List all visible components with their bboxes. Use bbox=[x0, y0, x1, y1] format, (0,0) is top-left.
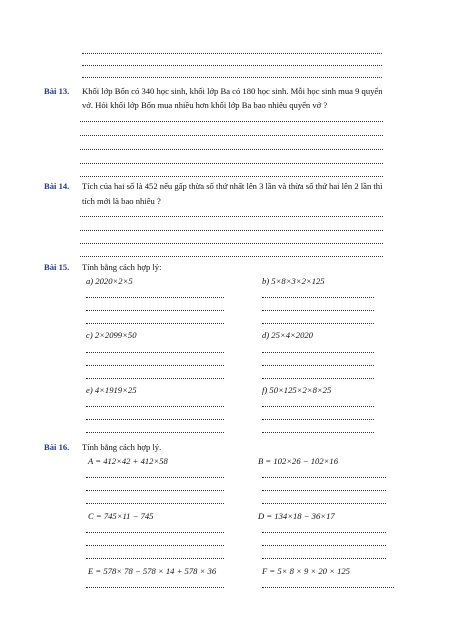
problem-15b: b) 5×8×3×2×125 bbox=[262, 276, 325, 286]
problem-13-text-line1: Khối lớp Bốn có 340 học sinh, khối lớp Ba có 180 học sinh. Mỗi học sinh mua 9 quyển bbox=[82, 86, 383, 96]
answer-line bbox=[262, 406, 374, 407]
answer-line bbox=[262, 587, 394, 588]
answer-line bbox=[86, 477, 224, 478]
answer-line bbox=[86, 545, 224, 546]
answer-line bbox=[86, 323, 224, 324]
problem-16D: D = 134×18 − 36×17 bbox=[258, 511, 335, 521]
answer-line bbox=[80, 256, 383, 257]
answer-line bbox=[86, 310, 224, 311]
answer-line bbox=[86, 558, 224, 559]
answer-line bbox=[80, 163, 383, 164]
problem-13-text-line2: vở. Hỏi khối lớp Bốn mua nhiều hơn khối lớp Ba bao nhiêu quyển vở ? bbox=[82, 100, 328, 110]
problem-15c: c) 2×2099×50 bbox=[86, 330, 137, 340]
problem-14-text-line2: tích mới là bao nhiêu ? bbox=[82, 196, 161, 206]
answer-line bbox=[262, 378, 374, 379]
problem-15a: a) 2020×2×5 bbox=[86, 276, 133, 286]
problem-14-text-line1: Tích của hai số là 452 nếu gấp thừa số thứ nhất lên 3 lần và thừa số thứ hai lên 2 lần thì bbox=[82, 181, 383, 191]
answer-line bbox=[86, 432, 224, 433]
answer-line bbox=[262, 432, 374, 433]
answer-line bbox=[262, 545, 386, 546]
problem-16B: B = 102×26 − 102×16 bbox=[258, 456, 339, 466]
answer-line bbox=[86, 503, 224, 504]
answer-line bbox=[82, 65, 382, 66]
answer-line bbox=[262, 490, 386, 491]
answer-line bbox=[262, 352, 374, 353]
answer-line bbox=[80, 149, 383, 150]
answer-line bbox=[80, 216, 383, 217]
answer-line bbox=[262, 297, 374, 298]
answer-line bbox=[82, 53, 382, 54]
problem-15-instruction: Tính bằng cách hợp lý: bbox=[82, 262, 162, 272]
answer-line bbox=[80, 230, 383, 231]
problem-15-number: Bài 15. bbox=[44, 262, 70, 272]
problem-15f: f) 50×125×2×8×25 bbox=[262, 385, 332, 395]
answer-line bbox=[86, 365, 224, 366]
answer-line bbox=[86, 352, 224, 353]
answer-line bbox=[262, 558, 386, 559]
answer-line bbox=[86, 406, 224, 407]
answer-line bbox=[80, 243, 383, 244]
problem-16A: A = 412×42 + 412×58 bbox=[88, 456, 168, 466]
problem-16E: E = 578× 78 − 578 × 14 + 578 × 36 bbox=[88, 566, 217, 576]
answer-line bbox=[86, 297, 224, 298]
answer-line bbox=[262, 323, 374, 324]
problem-16C: C = 745×11 − 745 bbox=[88, 511, 154, 521]
problem-15e: e) 4×1919×25 bbox=[86, 385, 137, 395]
answer-line bbox=[262, 310, 374, 311]
problem-16-instruction: Tính bằng cách hợp lý. bbox=[82, 442, 162, 452]
answer-line bbox=[262, 503, 386, 504]
answer-line bbox=[80, 176, 383, 177]
problem-13-number: Bài 13. bbox=[44, 86, 70, 96]
answer-line bbox=[262, 419, 374, 420]
problem-15d: d) 25×4×2020 bbox=[262, 330, 313, 340]
problem-16F: F = 5× 8 × 9 × 20 × 125 bbox=[262, 566, 350, 576]
answer-line bbox=[86, 490, 224, 491]
answer-line bbox=[86, 378, 224, 379]
answer-line bbox=[80, 135, 383, 136]
answer-line bbox=[86, 587, 224, 588]
problem-16-number: Bài 16. bbox=[44, 442, 70, 452]
answer-line bbox=[80, 121, 383, 122]
answer-line bbox=[86, 419, 224, 420]
answer-line bbox=[82, 77, 382, 78]
answer-line bbox=[262, 532, 386, 533]
answer-line bbox=[86, 532, 224, 533]
answer-line bbox=[262, 365, 374, 366]
answer-line bbox=[262, 477, 386, 478]
problem-14-number: Bài 14. bbox=[44, 181, 70, 191]
